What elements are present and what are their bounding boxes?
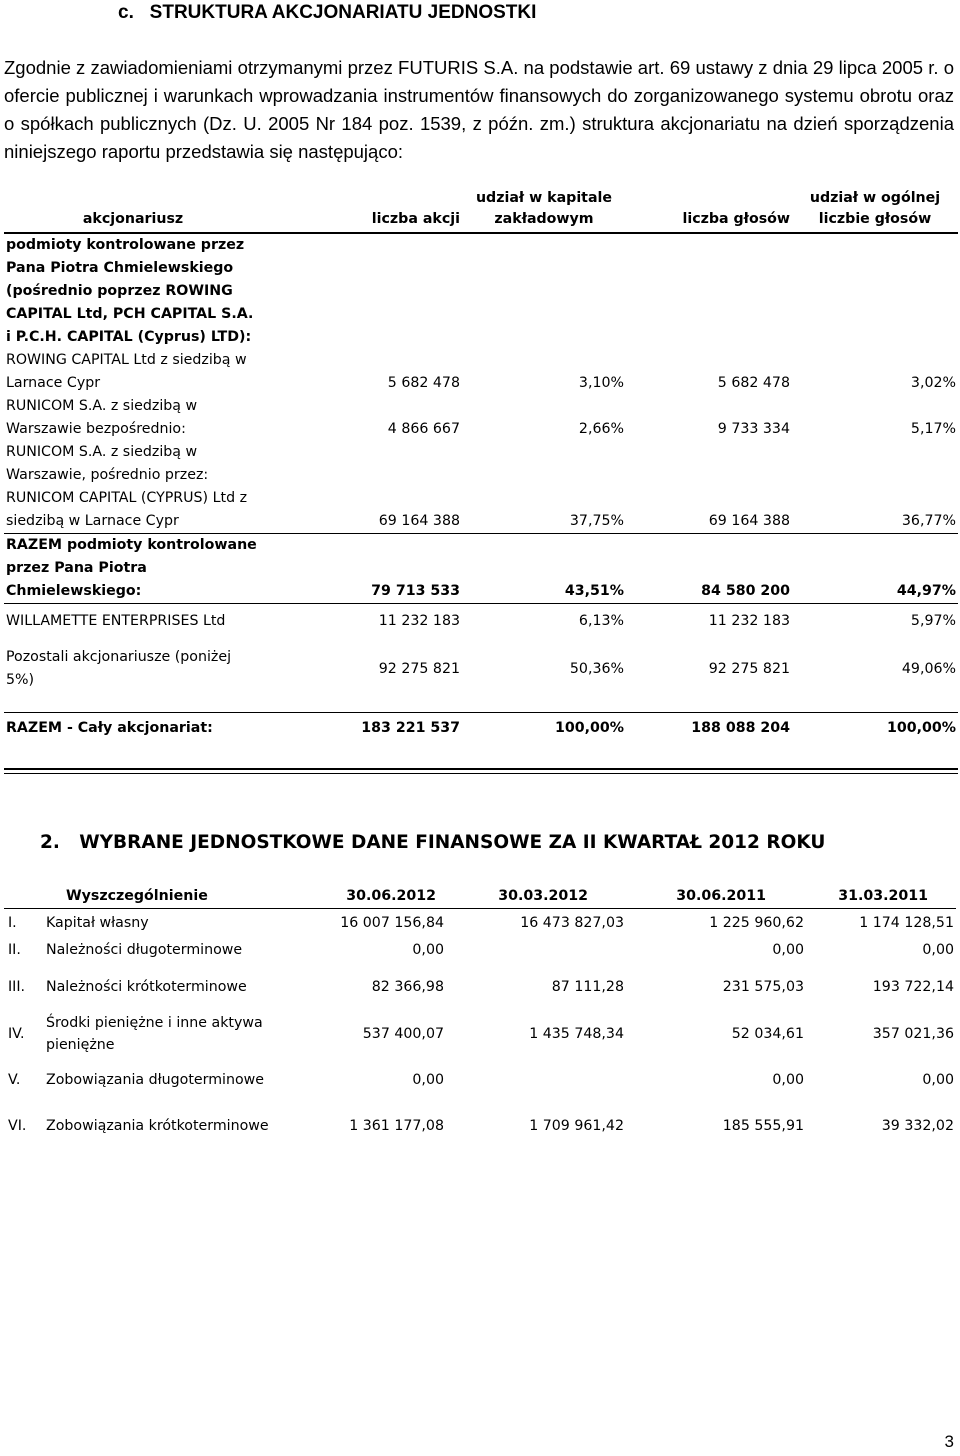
- row-number: VI.: [8, 1118, 27, 1134]
- cell-value: 1 435 748,34: [529, 1026, 624, 1042]
- row-number: I.: [8, 915, 17, 931]
- shareholder-name: ROWING CAPITAL Ltd z siedzibą w Larnace Cypr: [6, 352, 247, 391]
- table-row: [4, 638, 958, 700]
- row-number: III.: [8, 979, 26, 995]
- header-period: 30.06.2012: [286, 884, 446, 909]
- row-label: Należności długoterminowe: [46, 942, 243, 958]
- shareholder-structure-table: [4, 188, 958, 743]
- header-shareholder: akcjonariusz: [4, 188, 262, 233]
- cell-value: 0,00: [772, 1072, 804, 1088]
- shares-value: 5 682 478: [387, 375, 460, 391]
- capital-share-value: 37,75%: [462, 441, 626, 534]
- cell-value: 1 709 961,42: [529, 1118, 624, 1134]
- subtotal-capital-share: 43,51%: [462, 534, 626, 604]
- cell-value: 0,00: [922, 1072, 954, 1088]
- subtotal-votes: 84 580 200: [626, 534, 792, 604]
- financial-data-table: [4, 884, 956, 1149]
- table-row: [4, 937, 956, 963]
- table-row: [4, 1011, 956, 1057]
- section-2-title: 2. WYBRANE JEDNOSTKOWE DANE FINANSOWE ZA II KWARTAŁ 2012 ROKU: [40, 832, 826, 853]
- cell-value: 185 555,91: [722, 1118, 804, 1134]
- cell-value: 1 174 128,51: [859, 915, 954, 931]
- page-number: 3: [944, 1432, 954, 1451]
- header-votes-share: udział w ogólnej liczbie głosów: [792, 188, 958, 233]
- table-row: [4, 909, 956, 938]
- cell-value: 193 722,14: [872, 979, 954, 995]
- row-number: II.: [8, 942, 21, 958]
- cell-value: 0,00: [412, 942, 444, 958]
- shareholder-name: RUNICOM S.A. z siedzibą w Warszawie bezpośrednio:: [6, 398, 198, 437]
- capital-share-value: 6,13%: [578, 612, 624, 629]
- votes-share-value: 36,77%: [792, 441, 958, 534]
- table-row: [4, 395, 958, 441]
- table-row: [4, 349, 958, 395]
- votes-share-value: 49,06%: [901, 660, 956, 677]
- header-period: 31.03.2011: [806, 884, 956, 909]
- cell-value: 1 361 177,08: [349, 1118, 444, 1134]
- total-shares: 183 221 537: [361, 719, 460, 736]
- votes-share-value: 5,97%: [910, 612, 956, 629]
- total-capital-share: 100,00%: [555, 719, 624, 736]
- table-row: [4, 1057, 956, 1103]
- shareholder-table-header: [4, 188, 958, 233]
- shareholder-name: Pozostali akcjonariusze (poniżej 5%): [6, 649, 232, 688]
- cell-value: [446, 1057, 626, 1103]
- capital-share-value: 3,10%: [578, 375, 624, 391]
- row-number: IV.: [8, 1026, 25, 1042]
- shareholder-name: RUNICOM S.A. z siedzibą w Warszawie, pośrednio przez: RUNICOM CAPITAL (CYPRUS) Ltd z siedzibą w Larnace Cypr: [4, 441, 262, 534]
- table-row: [4, 963, 956, 1011]
- cell-value: 537 400,07: [362, 1026, 444, 1042]
- votes-value: 9 733 334: [717, 421, 790, 437]
- header-votes: liczba głosów: [626, 188, 792, 233]
- subtotal-votes-share: 44,97%: [792, 534, 958, 604]
- row-label: Należności krótkoterminowe: [46, 979, 247, 995]
- cell-value: [446, 937, 626, 963]
- shares-value: 4 866 667: [387, 421, 460, 437]
- shareholder-name: WILLAMETTE ENTERPRISES Ltd: [6, 613, 226, 629]
- header-period: 30.06.2011: [626, 884, 806, 909]
- header-period: 30.03.2012: [446, 884, 626, 909]
- cell-value: 0,00: [412, 1072, 444, 1088]
- votes-value: 92 275 821: [708, 660, 790, 677]
- header-capital-share: udział w kapitale zakładowym: [462, 188, 626, 233]
- header-shares: liczba akcji: [262, 188, 462, 233]
- row-label: Zobowiązania krótkoterminowe: [46, 1118, 269, 1134]
- total-name: RAZEM - Cały akcjonariat:: [6, 720, 213, 736]
- cell-value: 357 021,36: [872, 1026, 954, 1042]
- cell-value: 231 575,03: [722, 979, 804, 995]
- section-c-title: c. STRUKTURA AKCJONARIATU JEDNOSTKI: [118, 2, 537, 23]
- capital-share-value: 50,36%: [569, 660, 624, 677]
- shares-value: 69 164 388: [262, 441, 462, 534]
- cell-value: 0,00: [772, 942, 804, 958]
- total-votes-share: 100,00%: [887, 719, 956, 736]
- capital-share-value: 2,66%: [578, 421, 624, 437]
- row-number: V.: [8, 1072, 21, 1088]
- total-votes: 188 088 204: [691, 719, 790, 736]
- subtotal-name: RAZEM podmioty kontrolowane przez Pana Piotra Chmielewskiego:: [4, 534, 262, 604]
- cell-value: 82 366,98: [371, 979, 444, 995]
- table-row: [4, 1103, 956, 1149]
- cell-value: 1 225 960,62: [709, 915, 804, 931]
- group-label-row: [4, 233, 958, 349]
- row-label: Kapitał własny: [46, 915, 149, 931]
- table-row: [4, 441, 958, 534]
- cell-value: 16 473 827,03: [520, 915, 624, 931]
- cell-value: 52 034,61: [731, 1026, 804, 1042]
- cell-value: 39 332,02: [881, 1118, 954, 1134]
- total-row: [4, 713, 958, 744]
- group-label: podmioty kontrolowane przez Pana Piotra Chmielewskiego (pośrednio poprzez ROWING CAPITAL Ltd, PCH CAPITAL S.A. i P.C.H. CAPITAL (Cyprus) LTD):: [6, 237, 254, 345]
- intro-paragraph: Zgodnie z zawiadomieniami otrzymanymi przez FUTURIS S.A. na podstawie art. 69 ustawy z dnia 29 lipca 2005 r. o ofercie publicznej i warunkach wprowadzania instrumentów finansowych do zorganizowanego systemu obrotu oraz o spółkach publicznych (Dz. U. 2005 Nr 184 poz. 1539, z późn. zm.) struktura akcjonariatu na dzień sporządzenia niniejszego raportu przedstawia się następująco:: [4, 57, 954, 162]
- row-label: Zobowiązania długoterminowe: [46, 1072, 264, 1088]
- shares-value: 92 275 821: [378, 660, 460, 677]
- table-row: [4, 604, 958, 639]
- row-label: Środki pieniężne i inne aktywa pieniężne: [46, 1015, 263, 1053]
- votes-value: 69 164 388: [626, 441, 792, 534]
- cell-value: 16 007 156,84: [340, 915, 444, 931]
- subtotal-shares: 79 713 533: [262, 534, 462, 604]
- double-divider: [4, 768, 958, 774]
- header-description: Wyszczególnienie: [44, 884, 286, 909]
- cell-value: 0,00: [922, 942, 954, 958]
- votes-value: 11 232 183: [708, 612, 790, 629]
- cell-value: 87 111,28: [551, 979, 624, 995]
- votes-share-value: 3,02%: [910, 375, 956, 391]
- votes-value: 5 682 478: [717, 375, 790, 391]
- votes-share-value: 5,17%: [910, 421, 956, 437]
- subtotal-row: [4, 534, 958, 604]
- shares-value: 11 232 183: [378, 612, 460, 629]
- financial-table-header: [4, 884, 956, 909]
